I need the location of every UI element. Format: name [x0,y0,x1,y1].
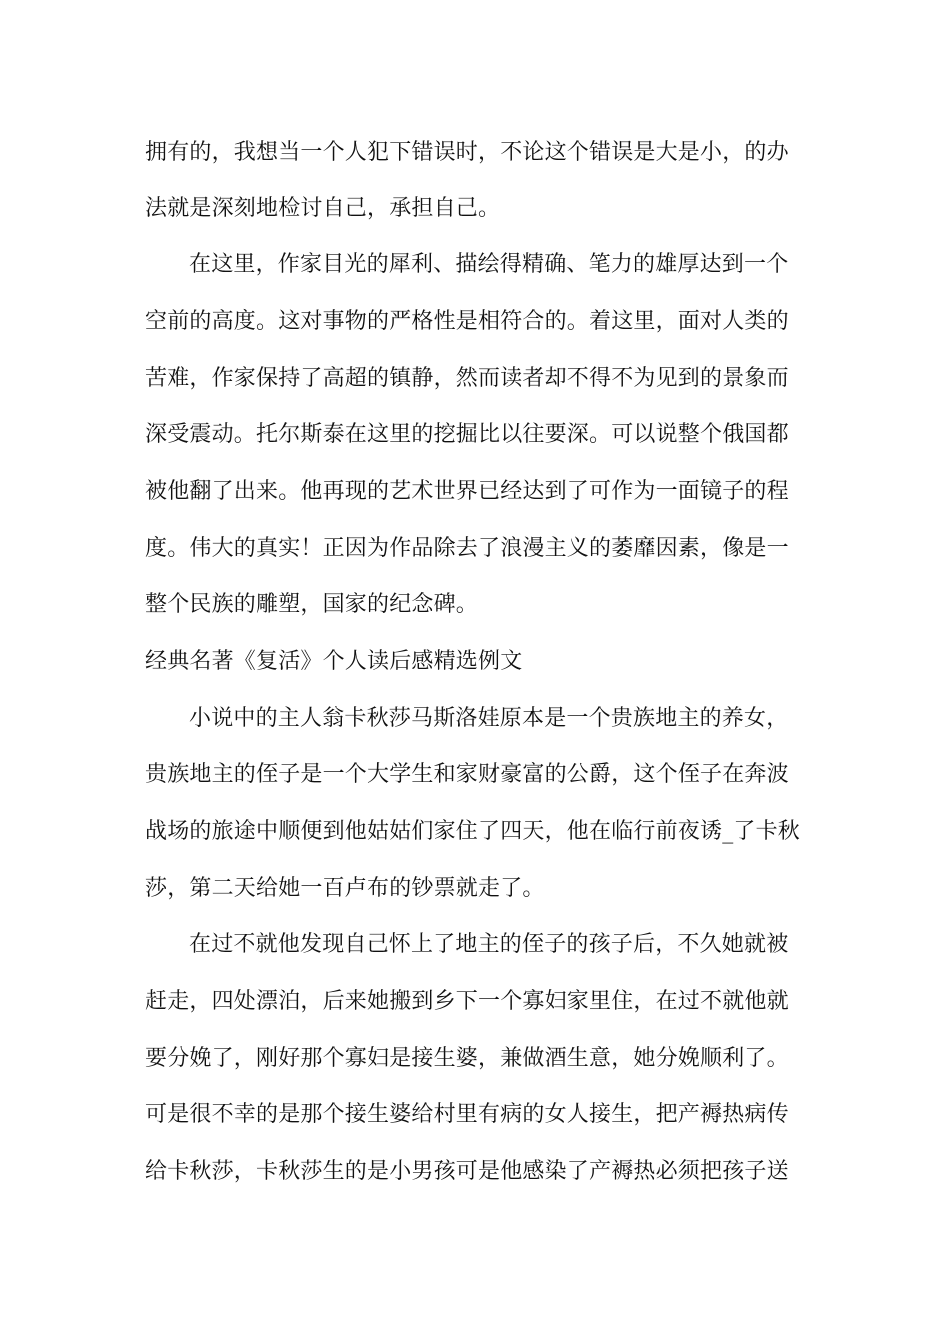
paragraph-2-line-4: 深受震动。托尔斯泰在这里的挖掘比以往要深。可以说整个俄国都 [145,422,789,447]
paragraph-4-line-3: 要分娩了，刚好那个寡妇是接生婆，兼做酒生意，她分娩顺利了。 [145,1046,789,1071]
paragraph-1-line-2: 法就是深刻地检讨自己，承担自己。 [145,196,501,221]
paragraph-4-line-1: 在过不就他发现自己怀上了地主的侄子的孩子后，不久她就被 [189,932,789,957]
paragraph-2-line-5: 被他翻了出来。他再现的艺术世界已经达到了可作为一面镜子的程 [145,479,789,504]
paragraph-2-line-2: 空前的高度。这对事物的严格性是相符合的。着这里，面对人类的 [145,309,789,334]
paragraph-3-line-2: 贵族地主的侄子是一个大学生和家财豪富的公爵，这个侄子在奔波 [145,762,789,787]
paragraph-2-line-3: 苦难，作家保持了高超的镇静，然而读者却不得不为见到的景象而 [145,366,789,391]
paragraph-3-line-1: 小说中的主人翁卡秋莎马斯洛娃原本是一个贵族地主的养女， [189,706,789,731]
paragraph-4-line-4: 可是很不幸的是那个接生婆给村里有病的女人接生，把产褥热病传 [145,1102,789,1127]
paragraph-4-line-2: 赶走，四处漂泊，后来她搬到乡下一个寡妇家里住，在过不就他就 [145,989,789,1014]
paragraph-3-line-4: 莎，第二天给她一百卢布的钞票就走了。 [145,876,545,901]
paragraph-2-line-1: 在这里，作家目光的犀利、描绘得精确、笔力的雄厚达到一个 [189,252,789,277]
paragraph-3-line-3: 战场的旅途中顺便到他姑姑们家住了四天，他在临行前夜诱_了卡秋 [145,819,801,844]
paragraph-2-line-6: 度。伟大的真实！正因为作品除去了浪漫主义的萎靡因素，像是一 [145,536,789,561]
paragraph-4-line-5: 给卡秋莎，卡秋莎生的是小男孩可是他感染了产褥热必须把孩子送 [145,1159,789,1184]
paragraph-1-line-1: 拥有的，我想当一个人犯下错误时，不论这个错误是大是小，的办 [145,140,789,165]
section-heading: 经典名著《复活》个人读后感精选例文 [145,649,523,674]
paragraph-2-line-7: 整个民族的雕塑，国家的纪念碑。 [145,592,479,617]
